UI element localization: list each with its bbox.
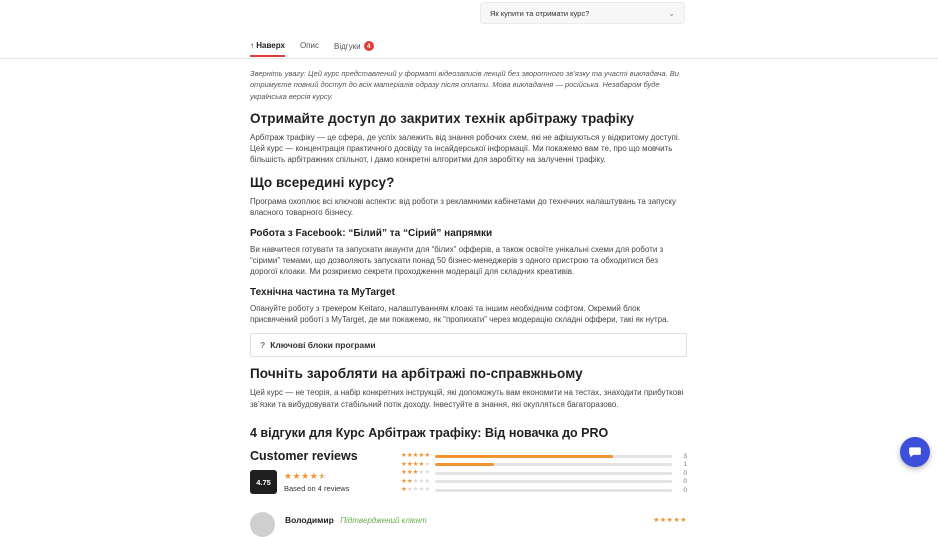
nav-item-top[interactable]: [250, 41, 285, 57]
nav-item-description-label: Опис: [299, 41, 319, 50]
review-nav: [250, 41, 374, 57]
program-blocks-accordion[interactable]: [250, 333, 687, 357]
course-description: [250, 64, 687, 537]
histogram-row-5-stars[interactable]: [401, 452, 687, 461]
chat-bubble-icon: [908, 445, 922, 459]
based-on-label: Based on 4 reviews: [284, 483, 350, 493]
reviews-heading: 4 відгуки для Курс Арбітраж трафіку: Від новачка до PRO: [250, 426, 609, 441]
rating-histogram: [401, 449, 687, 495]
section-title-intro: Отримайте доступ до закритих технік арбітражу трафіку: [250, 110, 635, 126]
star-rating-icons: ★★★★★: [401, 477, 431, 485]
customer-reviews-title: Customer reviews: [250, 449, 358, 464]
review-stars: ★★★★★: [653, 516, 687, 524]
review-list-item: [250, 512, 687, 537]
rating-bar: [435, 455, 672, 458]
rating-count: 0: [683, 469, 687, 477]
star-rating-icons: ★★★★★: [401, 469, 431, 477]
question-mark-icon: ?: [260, 340, 266, 351]
histogram-row-3-stars[interactable]: [401, 469, 687, 478]
average-stars: ★★★★★: [284, 470, 327, 481]
chevron-down-icon: ⌄: [668, 8, 675, 18]
verified-customer-badge: Підтверджений клієнт: [340, 515, 427, 525]
star-rating-icons: ★★★★★: [401, 452, 431, 460]
average-rating-badge: 4.75: [250, 470, 277, 494]
star-rating-icons: ★★★★★: [401, 486, 431, 494]
faq-accordion-toggle[interactable]: [480, 2, 685, 24]
section-title-mytarget: Технічна частина та MyTarget: [250, 286, 395, 298]
rating-bar: [435, 480, 672, 483]
reviews-summary: [250, 449, 687, 495]
faq-question-label: Як купити та отримати курс?: [490, 8, 590, 18]
section-body-facebook: Ви навчитеся готувати та запускати акаунти для “білих” офферів, а також освоїте унікальні схеми для роботи з “сірими” темами, що дозволяють запускати понад 50 бізнес-менеджерів з одного пристрою та обходитися без дорогої клоаки. Ми розкриємо секрети проходження модерації для складних креативів.: [250, 244, 664, 277]
rating-count: 0: [683, 478, 687, 486]
course-notice: Зверніть увагу: Цей курс представлений у форматі відеозаписів лекцій без зворотного зв’язку та участі викладача. Ви отримуєте повний доступ до всіх матеріалів одразу після оплати. Мова викладання — російська. Незабаром буде українська версія курсу.: [250, 69, 679, 101]
section-title-start: Почніть заробляти на арбітражі по-справжньому: [250, 366, 583, 382]
rating-count: 0: [683, 486, 687, 494]
nav-item-description[interactable]: [300, 41, 319, 55]
histogram-row-2-stars[interactable]: [401, 478, 687, 487]
nav-item-reviews-label: Відгуки: [333, 41, 361, 51]
chat-launcher-button[interactable]: [900, 437, 930, 467]
section-body-intro: Арбітраж трафіку — це сфера, де успіх залежить від знання робочих схем, які не афішуються у відкритому доступі. Цей курс — концентрація практичного досвіду та інсайдерської інформації. Ми покажемо вам те, про що мовчить більшість арбітражних спільнот, і дамо конкретні алгоритми для заробітку на залученні трафіку.: [250, 132, 680, 165]
star-rating-icons: ★★★★★: [401, 460, 431, 468]
rating-bar: [435, 463, 672, 466]
header-divider: [0, 58, 938, 59]
nav-item-top-label: ↑ Наверх: [250, 41, 285, 50]
histogram-row-1-star[interactable]: [401, 486, 687, 495]
reviewer-name: Володимир: [285, 514, 334, 525]
rating-bar: [435, 489, 672, 492]
rating-bar: [435, 472, 672, 475]
rating-count: 1: [683, 461, 687, 469]
nav-item-reviews[interactable]: [334, 41, 374, 56]
rating-count: 3: [683, 452, 687, 460]
reviews-count-badge: 4: [364, 41, 374, 51]
program-blocks-label: Ключові блоки програми: [270, 340, 376, 351]
histogram-row-4-stars[interactable]: [401, 461, 687, 470]
section-body-mytarget: Опануйте роботу з трекером Keitaro, налаштуванням клоакі та іншим необхідним софтом. Окремий блок присвячений роботі з MyTarget, де ми покажемо, як “пропихати” через модерацію складні оффери, такі як нутра.: [250, 303, 669, 324]
section-body-inside: Програма охоплює всі ключові аспекти: від роботи з рекламними кабінетами до технічних налаштувань та запуску власного товарного бізнесу.: [250, 196, 676, 218]
section-body-start: Цей курс — не теорія, а набір конкретних інструкцій, які допоможуть вам економити на тестах, знаходити прибуткові зв’язки та вибудовувати стабільний потік доходу. Інвестуйте в знання, які окупляться багаторазово.: [250, 388, 684, 409]
avatar: [250, 512, 275, 537]
section-title-facebook: Робота з Facebook: “Білий” та “Сірий” напрямки: [250, 227, 493, 239]
section-title-inside: Що всередині курсу?: [250, 174, 395, 190]
